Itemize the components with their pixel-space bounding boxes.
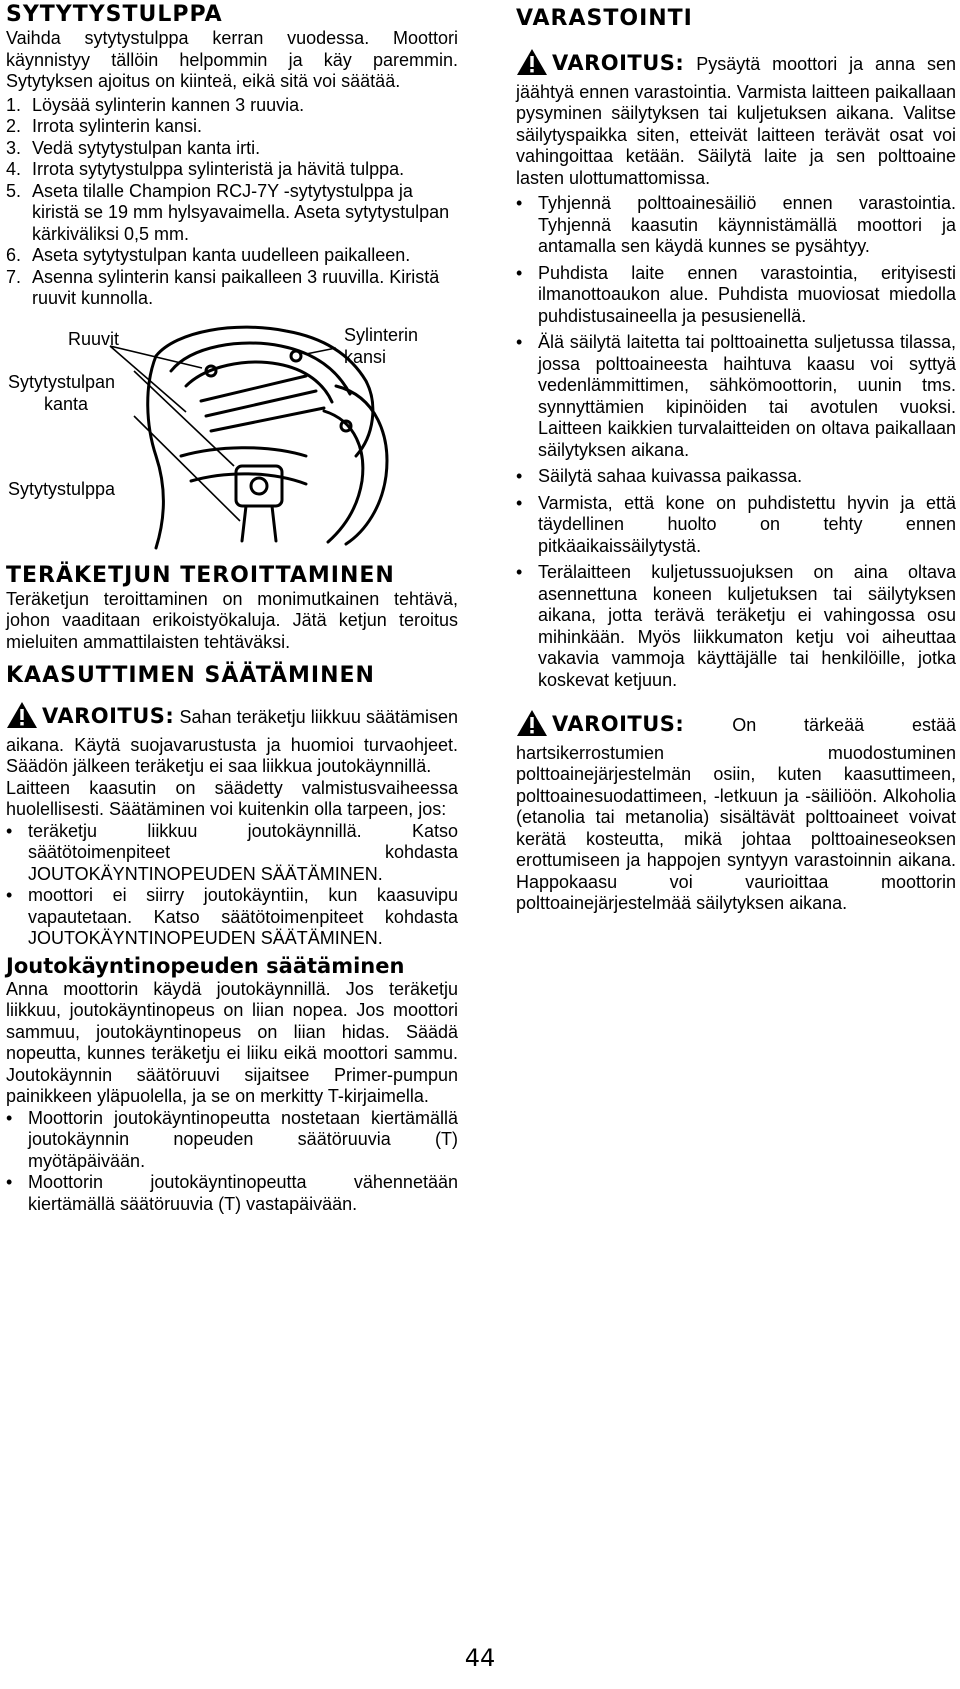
bullet-text: Moottorin joutokäyntinopeutta vähennetään kiertämällä säätöruuvia (T) vastapäivään. [28,1172,458,1214]
list-item [516,493,956,558]
bullet-list-kaasutin [6,821,458,950]
warning-triangle-icon [516,709,548,743]
warning-varastointi [516,48,956,189]
step-number: 3. [6,137,22,158]
step-number: 1. [6,94,22,115]
bullet-text: Tyhjennä polttoainesäiliö ennen varastointia. Tyhjennä kaasutin käynnistämällä moottori ja antamalla sen käydä kunnes se pysähtyy. [538,193,956,256]
section-heading-varastointi: VARASTOINTI [516,6,693,31]
bullet-text: Varmista, että kone on puhdistettu hyvin ja että täydellinen huolto on tehty ennen pitkäaikaissäilytystä. [538,492,956,556]
section-heading-teroittaminen: TERÄKETJUN TEROITTAMINEN [6,562,395,588]
step-text: Löysää sylinterin kannen 3 ruuvia. [32,94,305,115]
bullet-text: Moottorin joutokäyntinopeutta nostetaan kiertämällä joutokäynnin nopeuden säätöruuvia (T) myötäpäivään. [28,1107,458,1171]
bullet-dot: • [516,262,523,283]
subsection-heading-joutokaynti: Joutokäyntinopeuden säätäminen [6,953,405,978]
bullet-text: Terälaitteen kuljetussuojuksen on aina oltava asennettuna koneen kuljetuksen tai säilytyksen aikana, jotta terävä teräketju ei vahingossa osu mihinkään. Myös liikkumaton ketju voi aiheuttaa vakavia vammoja käyttäjälle tai henkilöille, jotka koskevat ketjuun. [538,562,956,690]
step-number: 6. [6,245,22,265]
list-item [6,159,458,181]
chainsaw-engine-illustration [6,316,458,551]
list-item [516,263,956,328]
bullet-dot: • [6,820,13,841]
bullet-dot: • [516,193,523,213]
warning-triangle-icon [6,701,38,735]
bullet-dot: • [516,562,523,582]
bullet-text: Puhdista laite ennen varastointia, erityisesti ilmanottoaukon alue. Puhdista muoviosat miedolla puhdistusaineella ja pesusienellä. [538,262,956,326]
bullet-text: teräketju liikkuu joutokäynnillä. Katso säätötoimenpiteet kohdasta JOUTOKÄYNTINOPEUDEN SÄÄTÄMINEN. [28,820,458,884]
bullet-text: Älä säilytä laitetta tai polttoainetta suljetussa tilassa, jossa polttoaineesta haihtuva kaasu voi syttyä vedenlämmittimen, sähkömoottorin, uunin tms. synnyttämien kipinöiden tai avotulen vuoksi. Laitteen kaikkien turvalaitteiden on oltava paikallaan säilytyksen aikana. [538,332,956,460]
list-item [6,95,458,117]
step-number: 7. [6,266,22,287]
bullet-dot: • [516,492,523,513]
list-item [6,1172,458,1215]
list-item [6,267,458,310]
warning-kaasutin [6,701,458,778]
label-sytytystulpan-kanta-2: kanta [44,393,89,414]
step-number: 4. [6,159,22,179]
paragraph-sytytystulppa-intro: Vaihda sytytystulppa kerran vuodessa. Moottori käynnistyy tällöin helpommin ja käy paremmin. Sytytyksen ajoitus on kiinteä, eikä sitä voi säätää. [6,28,458,91]
warning-label: VAROITUS: [42,704,175,728]
paragraph-teroittaminen: Teräketjun teroittaminen on monimutkainen tehtävä, johon vaaditaan erikoistyökaluja. Jätä ketjun teroitus mieluiten ammattilaisten tehtäväksi. [6,588,458,652]
list-item [6,821,458,886]
bullet-dot: • [516,466,523,486]
warning-text: Sahan teräketju liikkuu säätämisen aikana. Käytä suojavarustusta ja huomioi turvaohjeet. Säädön jälkeen teräketju ei saa liikkua joutokäynnillä. [6,707,458,776]
warning-label: VAROITUS: [552,712,685,736]
step-text: Aseta sytytystulpan kanta uudelleen paikalleen. [32,245,411,265]
section-heading-sytytystulppa: SYTYTYSTULPPA [6,2,223,27]
left-column [6,0,458,1215]
list-item [6,245,458,267]
right-column [516,0,956,915]
step-text: Vedä sytytystulpan kanta irti. [32,137,261,158]
list-item [6,1108,458,1173]
list-item [516,562,956,691]
label-sylinterin-kansi-2: kansi [344,346,387,367]
paragraph-joutokaynti: Anna moottorin käydä joutokäynnillä. Jos teräketju liikkuu, joutokäyntinopeus on liian nopea. Jos moottori sammuu, joutokäyntinopeus on liian hidas. Säädä nopeutta, kunnes teräketju ei liiku eikä moottori sammu. Joutokäynnin säätöruuvi sijaitsee Primer-pumpun painikkeen yläpuolella, ja se on merkitty T-kirjaimella. [6,978,458,1106]
warning-hartsi [516,709,956,915]
bullet-text: moottori ei siirry joutokäyntiin, kun kaasuvipu vapautetaan. Katso säätötoimenpiteet kohdasta JOUTOKÄYNTINOPEUDEN SÄÄTÄMINEN. [28,885,458,948]
list-item [6,885,458,950]
list-item [516,466,956,488]
paragraph-kaasutin: Laitteen kaasutin on säädetty valmistusvaiheessa huolellisesti. Säätäminen voi kuitenkin olla tarpeen, jos: [6,777,458,819]
bullet-dot: • [516,332,523,352]
page-number: 44 [464,1644,496,1672]
label-ruuvit: Ruuvit [68,328,120,349]
label-sytytystulpan-kanta-1: Sytytystulpan [8,371,116,392]
section-heading-kaasutin: KAASUTTIMEN SÄÄTÄMINEN [6,663,375,688]
step-text: Aseta tilalle Champion RCJ-7Y -sytytystulppa ja kiristä se 19 mm hylsyavaimella. Aseta sytytystulpan kärkiväliksi 0,5 mm. [32,180,450,244]
step-text: Irrota sylinterin kansi. [32,116,203,136]
list-item [516,193,956,258]
step-text: Asenna sylinterin kansi paikalleen 3 ruuvilla. Kiristä ruuvit kunnolla. [32,266,440,308]
warning-label: VAROITUS: [552,51,685,75]
bullet-list-joutokaynti [6,1108,458,1216]
bullet-text: Säilytä sahaa kuivassa paikassa. [538,466,803,486]
list-item [516,332,956,461]
list-item [6,116,458,138]
label-sytytystulppa: Sytytystulppa [8,478,116,499]
label-sylinterin-kansi-1: Sylinterin [344,324,419,345]
bullet-list-varastointi [516,193,956,691]
warning-text: Pysäytä moottori ja anna sen jäähtyä ennen varastointia. Varmista laitteen paikallaan pysyminen säilytyksen tai kuljetuksen aikana. Valitse säilytyspaikka siten, etteivät laitteen terävät osat voi vahingoittaa ketään. Säilytä laite ja sen polttoaine lasten ulottumattomissa. [516,54,956,188]
step-number: 5. [6,180,22,201]
step-text: Irrota sytytystulppa sylinteristä ja hävitä tulppa. [32,159,405,179]
list-item [6,138,458,160]
warning-triangle-icon [516,48,548,82]
step-number: 2. [6,116,22,136]
steps-list [6,95,458,310]
bullet-dot: • [6,885,13,905]
bullet-dot: • [6,1172,13,1192]
warning-text: On tärkeää estää hartsikerrostumien muodostuminen polttoainejärjestelmän osiin, kuten kaasuttimeen, polttoainesuodattimeen, -letkuun ja -säiliöön. Alkoholia (etanolia tai metanolia) sisältävät polttoaineet voivat kerätä kosteutta, mikä johtaa polttoaineseoksen erottumiseen ja happojen syntyyn varastoinnin aikana. Happokaasu voi vaurioittaa moottorin polttoainejärjestelmää säilytyksen aikana. [516,715,956,913]
list-item [6,181,458,246]
spark-plug-figure [6,316,458,551]
bullet-dot: • [6,1107,13,1128]
